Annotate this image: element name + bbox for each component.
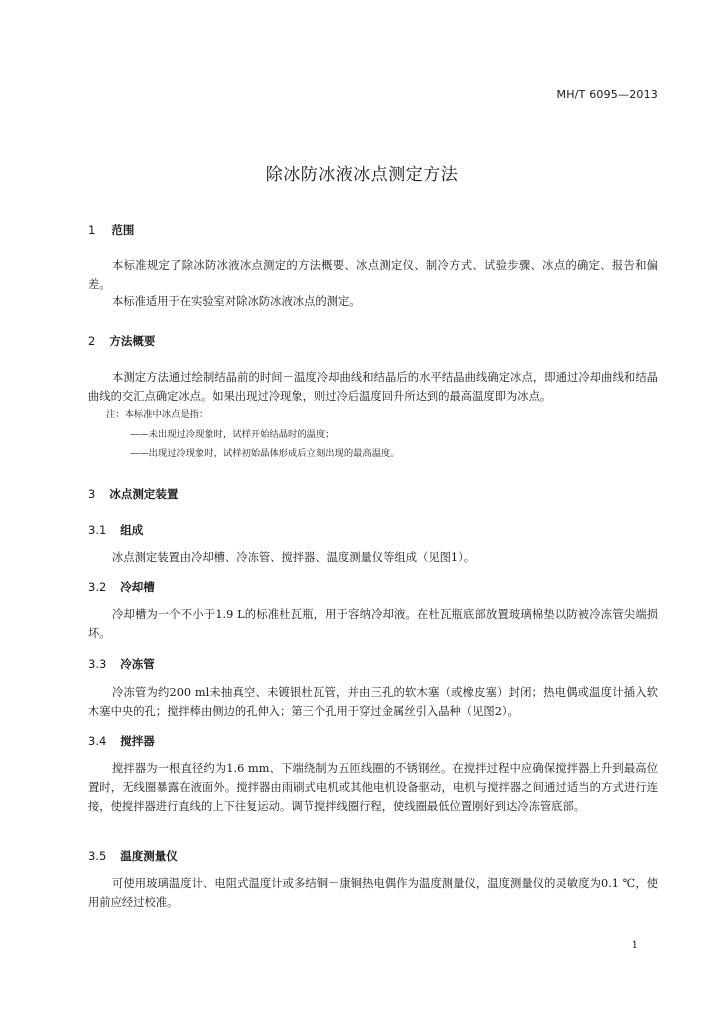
document-title: 除冰防冰液冰点测定方法 (265, 165, 459, 185)
section-title: 冷冻管 (120, 657, 155, 671)
page-number: 1 (631, 940, 638, 951)
note-item-b: ——出现过冷现象时，试样初始晶体形成后立刻出现的最高温度。 (130, 448, 400, 459)
section-3-2-heading (88, 579, 155, 595)
section-title: 搅拌器 (120, 734, 155, 748)
cooling-bath-paragraph: 冷却槽为一个不小于1.9 L的标准杜瓦瓶，用于容纳冷却液。在杜瓦瓶底部放置玻璃棉垫以防被冷冻管尖端损坏。 (88, 608, 658, 640)
composition-paragraph: 冰点测定装置由冷却槽、冷冻管、搅拌器、温度测量仪等组成（见图1）。 (112, 551, 476, 564)
note-label: 注：本标准中冰点是指： (106, 409, 209, 420)
section-number: 3.5 (88, 849, 107, 863)
note-item-a: ——未出现过冷现象时，试样开始结晶时的温度； (130, 429, 335, 440)
section-title: 组成 (120, 523, 144, 537)
section-3-5-heading (88, 848, 178, 864)
method-summary-paragraph: 本测定方法通过绘制结晶前的时间－温度冷却曲线和结晶后的水平结晶曲线确定冰点，即通过冷却曲线和结晶曲线的交汇点确定冰点。如果出现过冷现象，则过冷后温度回升所达到的最高温度即为冰点。 (88, 371, 658, 403)
standard-code: MH/T 6095—2013 (556, 88, 658, 101)
section-number: 3.3 (88, 657, 107, 671)
section-2-heading (88, 333, 155, 349)
section-3-4-heading (88, 733, 155, 749)
section-title: 温度测量仪 (120, 849, 178, 863)
temperature-gauge-paragraph: 可使用玻璃温度计、电阻式温度计或多结铜－康铜热电偶作为温度测量仪，温度测量仪的灵敏度为0.1 ℃，使用前应经过校准。 (88, 877, 658, 909)
section-number: 3.4 (88, 734, 107, 748)
section-title: 方法概要 (109, 334, 156, 348)
scope-paragraph-1: 本标准规定了除冰防冰液冰点测定的方法概要、冰点测定仪、制冷方式、试验步骤、冰点的确定、报告和偏差。 (88, 259, 658, 291)
section-number: 2 (88, 334, 96, 348)
section-number: 3 (88, 487, 96, 501)
section-number: 3.2 (88, 580, 107, 594)
scope-paragraph-2: 本标准适用于在实验室对除冰防冰液冰点的测定。 (112, 295, 361, 308)
section-1-heading (88, 222, 134, 238)
section-3-1-heading (88, 522, 143, 538)
stirrer-paragraph: 搅拌器为一根直径约为1.6 mm、下端绕制为五匝线圈的不锈钢丝。在搅拌过程中应确保搅拌器上升到最高位置时，无线圈暴露在液面外。搅拌器由雨刷式电机或其他电机设备驱动，电机与搅拌器之间通过适当的方式进行连接，使搅拌器进行直线的上下往复运动。调节搅拌线圈行程，使线圈最低位置刚好到达冷冻管底部。 (88, 762, 658, 813)
section-number: 3.1 (88, 523, 107, 537)
section-title: 范围 (111, 223, 135, 237)
section-title: 冷却槽 (120, 580, 155, 594)
section-3-3-heading (88, 656, 155, 672)
freezing-tube-paragraph: 冷冻管为约200 ml未抽真空、未镀银杜瓦管，并由三孔的软木塞（或橡皮塞）封闭；热电偶或温度计插入软木塞中央的孔；搅拌棒由侧边的孔伸入；第三个孔用于穿过金属丝引入晶种（见图2）。 (88, 686, 658, 718)
section-number: 1 (88, 223, 96, 237)
section-3-heading (88, 486, 178, 502)
section-title: 冰点测定装置 (109, 487, 179, 501)
